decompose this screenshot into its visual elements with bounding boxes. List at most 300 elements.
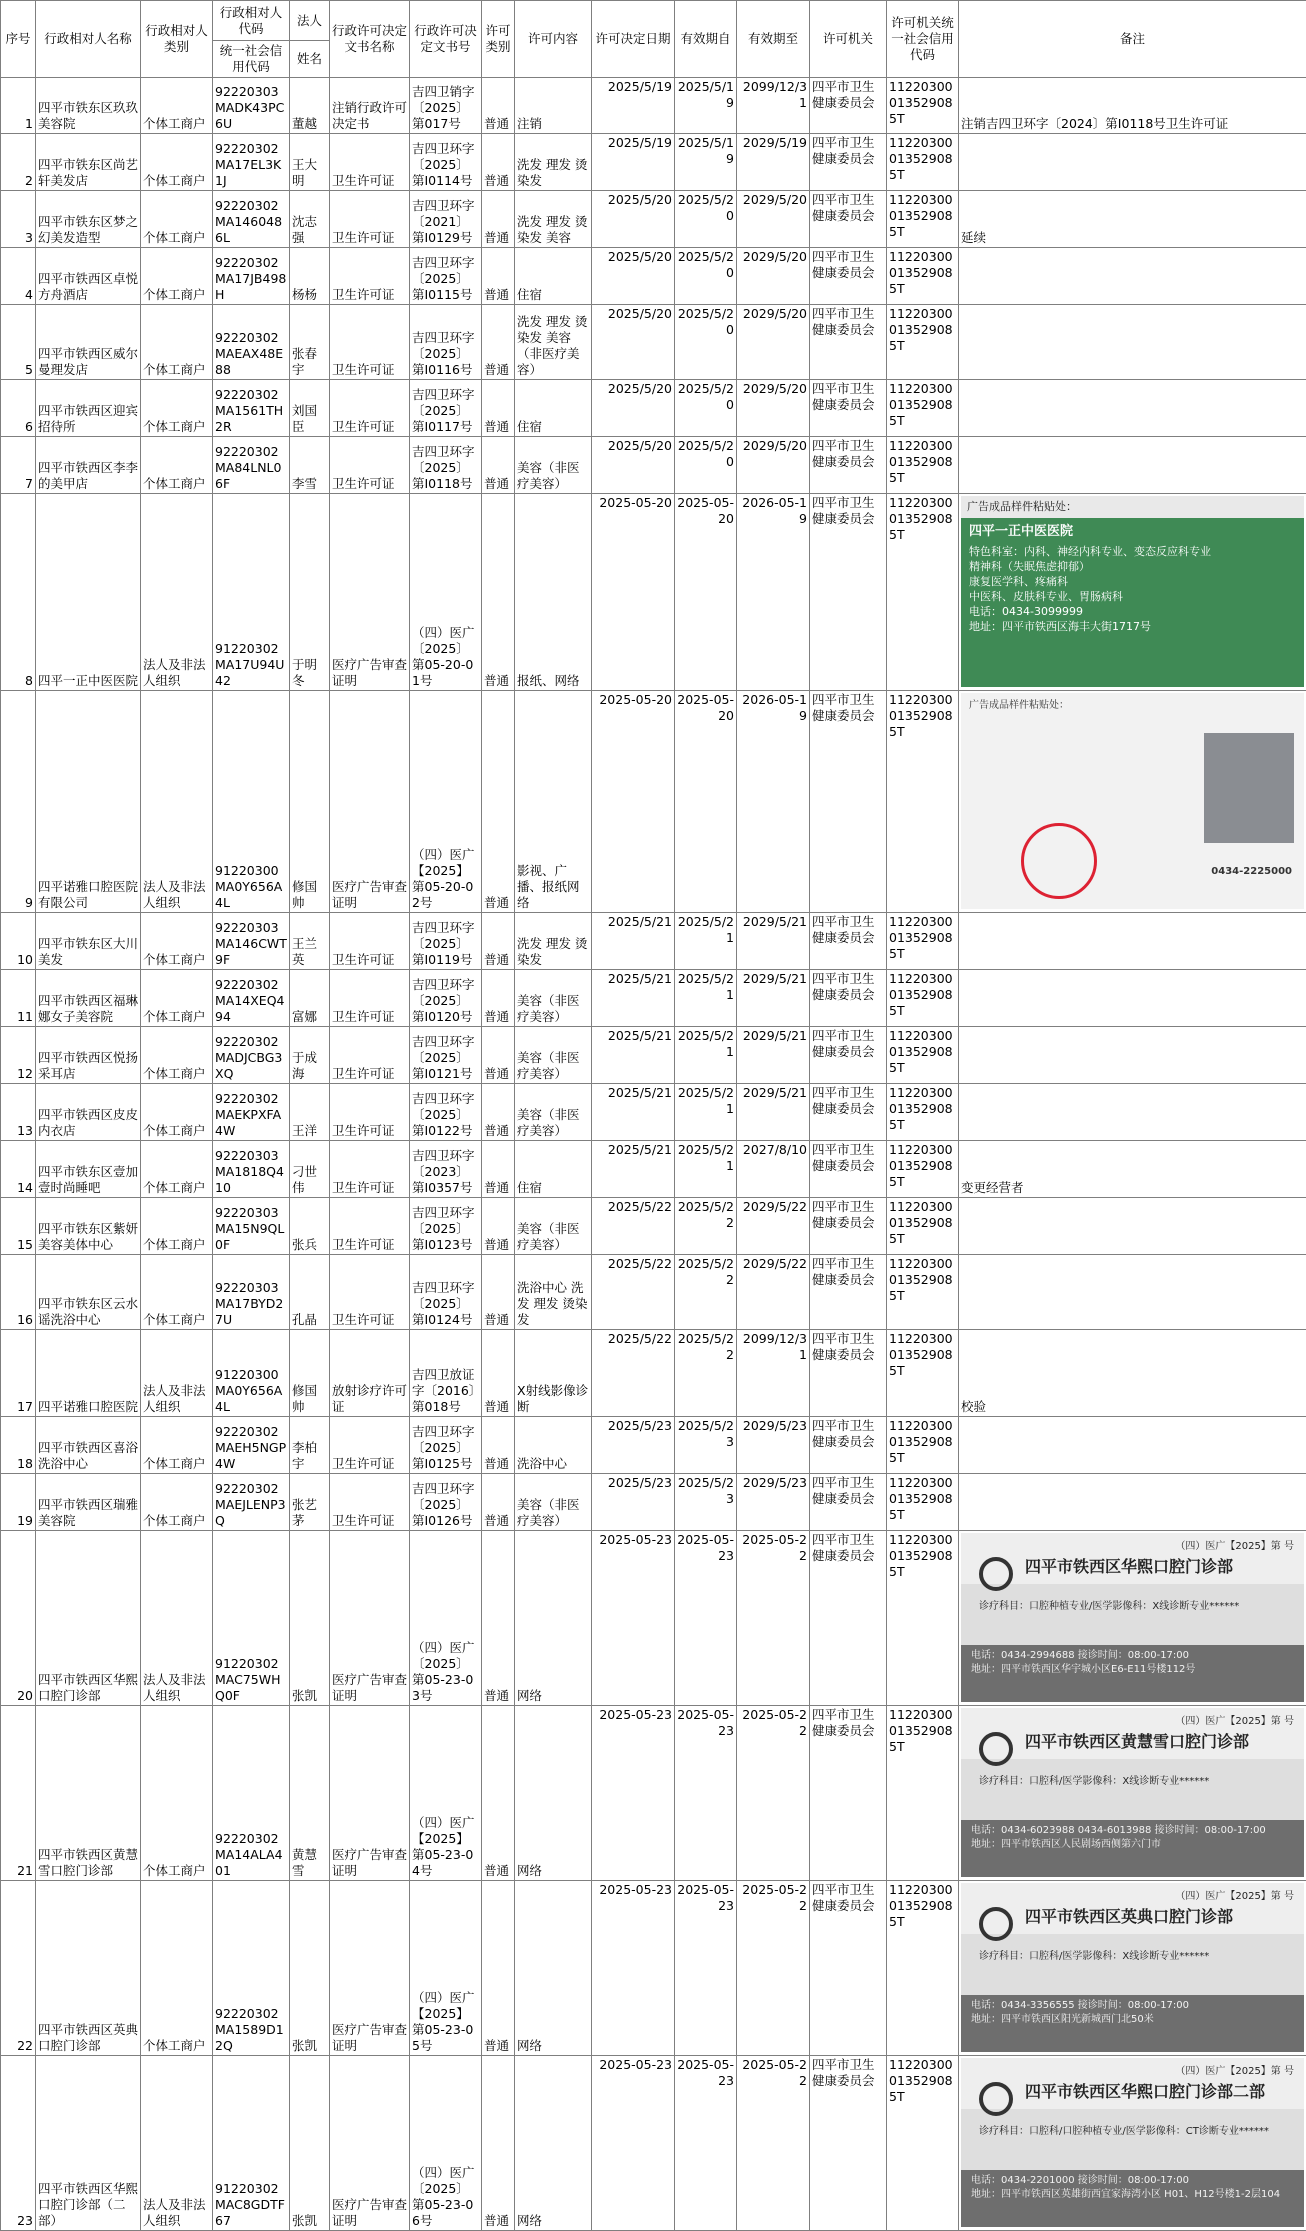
cell-decision-date: 2025/5/23 bbox=[592, 1417, 675, 1474]
cell-legal: 张兵 bbox=[290, 1198, 330, 1255]
cell-decision-date: 2025/5/20 bbox=[592, 191, 675, 248]
table-row bbox=[1, 248, 1306, 305]
cell-remark bbox=[959, 1198, 1306, 1255]
cell-code: 92220302MA1589D12Q bbox=[213, 1881, 290, 2056]
cell-category: 个体工商户 bbox=[141, 1881, 213, 2056]
cell-authority: 四平市卫生健康委员会 bbox=[810, 1255, 887, 1330]
cell-permit-type: 普通 bbox=[482, 78, 515, 134]
cell-seq: 2 bbox=[1, 134, 36, 191]
cell-name: 四平市铁东区梦之幻美发造型 bbox=[36, 191, 141, 248]
ad-sample-address: 地址：四平市铁西区人民剧场西侧第六门市 bbox=[971, 1838, 1294, 1852]
cell-doc-name: 卫生许可证 bbox=[330, 1255, 410, 1330]
cell-authority-code: 11220300013529085T bbox=[887, 1706, 959, 1881]
cell-remark bbox=[959, 691, 1306, 913]
cell-content: 报纸、网络 bbox=[515, 494, 592, 691]
cell-decision-date: 2025/5/21 bbox=[592, 1141, 675, 1198]
cell-valid-from: 2025/5/21 bbox=[675, 1027, 737, 1084]
cell-category: 个体工商户 bbox=[141, 248, 213, 305]
cell-doc-no: （四）医广【2025】第05-23-05号 bbox=[410, 1881, 482, 2056]
cell-permit-type: 普通 bbox=[482, 248, 515, 305]
cell-valid-to: 2029/5/23 bbox=[737, 1474, 810, 1531]
cell-content: 洗发 理发 烫染发 美容（非医疗美容） bbox=[515, 305, 592, 380]
cell-content: 美容（非医疗美容） bbox=[515, 437, 592, 494]
cell-doc-name: 卫生许可证 bbox=[330, 1027, 410, 1084]
table-row bbox=[1, 1255, 1306, 1330]
cell-authority-code: 11220300013529085T bbox=[887, 1027, 959, 1084]
cell-valid-to: 2026-05-19 bbox=[737, 691, 810, 913]
cell-permit-type: 普通 bbox=[482, 1027, 515, 1084]
cell-remark bbox=[959, 2056, 1306, 2231]
cell-decision-date: 2025/5/20 bbox=[592, 380, 675, 437]
ad-sample-title: 四平一正中医医院 bbox=[969, 524, 1296, 540]
header-content: 许可内容 bbox=[515, 1, 592, 78]
cell-content: 洗发 理发 烫染发 bbox=[515, 134, 592, 191]
cell-content: 网络 bbox=[515, 2056, 592, 2231]
cell-doc-no: 吉四卫环字〔2025〕第I0116号 bbox=[410, 305, 482, 380]
cell-doc-no: 吉四卫销字〔2025〕第017号 bbox=[410, 78, 482, 134]
cell-valid-from: 2025/5/21 bbox=[675, 1141, 737, 1198]
cell-legal: 张艺茅 bbox=[290, 1474, 330, 1531]
cell-doc-no: 吉四卫环字〔2025〕第I0115号 bbox=[410, 248, 482, 305]
table-row bbox=[1, 1417, 1306, 1474]
cell-doc-name: 卫生许可证 bbox=[330, 970, 410, 1027]
cell-name: 四平市铁西区福琳娜女子美容院 bbox=[36, 970, 141, 1027]
cell-name: 四平市铁西区迎宾招待所 bbox=[36, 380, 141, 437]
cell-legal: 张凯 bbox=[290, 2056, 330, 2231]
cell-seq: 19 bbox=[1, 1474, 36, 1531]
cell-remark bbox=[959, 970, 1306, 1027]
cell-category: 法人及非法人组织 bbox=[141, 1531, 213, 1706]
ad-sample-phone: 电话：0434-3099999 bbox=[969, 604, 1296, 619]
ad-sample-code: （四）医广【2025】第 号 bbox=[1175, 1714, 1294, 1730]
cell-valid-from: 2025/5/22 bbox=[675, 1330, 737, 1417]
cell-valid-from: 2025-05-20 bbox=[675, 691, 737, 913]
cell-authority-code: 11220300013529085T bbox=[887, 1255, 959, 1330]
cell-authority: 四平市卫生健康委员会 bbox=[810, 1706, 887, 1881]
cell-name: 四平市铁东区大川美发 bbox=[36, 913, 141, 970]
header-doc-name: 行政许可决定文书名称 bbox=[330, 1, 410, 78]
cell-valid-from: 2025/5/23 bbox=[675, 1474, 737, 1531]
cell-remark bbox=[959, 1706, 1306, 1881]
cell-valid-from: 2025/5/20 bbox=[675, 380, 737, 437]
cell-legal: 李雪 bbox=[290, 437, 330, 494]
cell-doc-no: 吉四卫环字〔2025〕第I0117号 bbox=[410, 380, 482, 437]
cell-remark bbox=[959, 1417, 1306, 1474]
cell-seq: 4 bbox=[1, 248, 36, 305]
cell-code: 91220302MA17U94U42 bbox=[213, 494, 290, 691]
cell-seq: 22 bbox=[1, 1881, 36, 2056]
table-row bbox=[1, 1084, 1306, 1141]
ad-sample-head: 广告成品样件粘贴处： bbox=[961, 496, 1304, 518]
ad-sample-line: 康复医学科、疼痛科 bbox=[969, 574, 1296, 589]
ad-sample-code: （四）医广【2025】第 号 bbox=[1175, 1539, 1294, 1555]
cell-doc-name: 医疗广告审查证明 bbox=[330, 494, 410, 691]
cell-category: 个体工商户 bbox=[141, 1706, 213, 1881]
cell-legal: 于成海 bbox=[290, 1027, 330, 1084]
cell-authority-code: 11220300013529085T bbox=[887, 437, 959, 494]
cell-doc-no: （四）医广【2025】第05-20-02号 bbox=[410, 691, 482, 913]
cell-legal: 于明冬 bbox=[290, 494, 330, 691]
cell-doc-no: 吉四卫环字〔2025〕第I0120号 bbox=[410, 970, 482, 1027]
cell-decision-date: 2025-05-23 bbox=[592, 1881, 675, 2056]
cell-authority-code: 11220300013529085T bbox=[887, 380, 959, 437]
cell-valid-from: 2025/5/20 bbox=[675, 305, 737, 380]
cell-valid-from: 2025/5/21 bbox=[675, 913, 737, 970]
cell-valid-to: 2029/5/20 bbox=[737, 380, 810, 437]
cell-code: 92220302MA14ALA401 bbox=[213, 1706, 290, 1881]
cell-authority: 四平市卫生健康委员会 bbox=[810, 970, 887, 1027]
cell-decision-date: 2025/5/21 bbox=[592, 1027, 675, 1084]
table-row bbox=[1, 1881, 1306, 2056]
cell-legal: 沈志强 bbox=[290, 191, 330, 248]
table-row bbox=[1, 191, 1306, 248]
cell-content: 洗浴中心 洗发 理发 烫染发 bbox=[515, 1255, 592, 1330]
cell-seq: 20 bbox=[1, 1531, 36, 1706]
cell-authority: 四平市卫生健康委员会 bbox=[810, 1084, 887, 1141]
cell-doc-no: 吉四卫环字〔2025〕第I0118号 bbox=[410, 437, 482, 494]
cell-authority: 四平市卫生健康委员会 bbox=[810, 494, 887, 691]
cell-content: 美容（非医疗美容） bbox=[515, 1027, 592, 1084]
cell-doc-name: 卫生许可证 bbox=[330, 134, 410, 191]
cell-decision-date: 2025/5/22 bbox=[592, 1198, 675, 1255]
cell-code: 92220302MA14XEQ494 bbox=[213, 970, 290, 1027]
cell-name: 四平市铁西区李李的美甲店 bbox=[36, 437, 141, 494]
cell-permit-type: 普通 bbox=[482, 1198, 515, 1255]
cell-code: 92220303MA17BYD27U bbox=[213, 1255, 290, 1330]
header-valid-from: 有效期自 bbox=[675, 1, 737, 78]
cell-legal: 黄慧雪 bbox=[290, 1706, 330, 1881]
cell-doc-name: 卫生许可证 bbox=[330, 1141, 410, 1198]
cell-seq: 23 bbox=[1, 2056, 36, 2231]
cell-remark: 校验 bbox=[959, 1330, 1306, 1417]
cell-legal: 富娜 bbox=[290, 970, 330, 1027]
cell-category: 个体工商户 bbox=[141, 1255, 213, 1330]
cell-legal: 张凯 bbox=[290, 1531, 330, 1706]
cell-remark bbox=[959, 380, 1306, 437]
cell-category: 个体工商户 bbox=[141, 1198, 213, 1255]
cell-valid-to: 2029/5/20 bbox=[737, 191, 810, 248]
cell-permit-type: 普通 bbox=[482, 2056, 515, 2231]
cell-code: 91220300MA0Y656A4L bbox=[213, 691, 290, 913]
cell-authority: 四平市卫生健康委员会 bbox=[810, 191, 887, 248]
ad-sample-head: 广告成品样件粘贴处： bbox=[969, 699, 1296, 713]
cell-authority-code: 11220300013529085T bbox=[887, 1881, 959, 2056]
cell-valid-to: 2029/5/19 bbox=[737, 134, 810, 191]
cell-content: 住宿 bbox=[515, 380, 592, 437]
cell-doc-no: 吉四卫环字〔2025〕第I0121号 bbox=[410, 1027, 482, 1084]
cell-valid-from: 2025/5/21 bbox=[675, 1084, 737, 1141]
table-row bbox=[1, 1330, 1306, 1417]
cell-content: 洗发 理发 烫染发 bbox=[515, 913, 592, 970]
cell-seq: 17 bbox=[1, 1330, 36, 1417]
ad-sample-title: 四平市铁西区黄慧雪口腔门诊部 bbox=[1025, 1734, 1249, 1750]
cell-category: 个体工商户 bbox=[141, 380, 213, 437]
ad-sample-seal bbox=[1021, 823, 1097, 899]
cell-seq: 16 bbox=[1, 1255, 36, 1330]
cell-decision-date: 2025/5/19 bbox=[592, 78, 675, 134]
cell-name: 四平诺雅口腔医院有限公司 bbox=[36, 691, 141, 913]
table-row bbox=[1, 1531, 1306, 1706]
cell-category: 法人及非法人组织 bbox=[141, 691, 213, 913]
cell-valid-from: 2025-05-23 bbox=[675, 2056, 737, 2231]
cell-valid-to: 2029/5/22 bbox=[737, 1255, 810, 1330]
cell-remark bbox=[959, 494, 1306, 691]
cell-authority: 四平市卫生健康委员会 bbox=[810, 1330, 887, 1417]
cell-remark bbox=[959, 1027, 1306, 1084]
cell-code: 92220303MA1818Q410 bbox=[213, 1141, 290, 1198]
cell-legal: 孔晶 bbox=[290, 1255, 330, 1330]
cell-decision-date: 2025/5/23 bbox=[592, 1474, 675, 1531]
cell-doc-name: 卫生许可证 bbox=[330, 380, 410, 437]
cell-remark bbox=[959, 913, 1306, 970]
cell-category: 个体工商户 bbox=[141, 1027, 213, 1084]
ad-sample-phone: 电话：0434-2994688 接诊时间：08:00-17:00 bbox=[971, 1649, 1294, 1663]
cell-content: 住宿 bbox=[515, 1141, 592, 1198]
cell-remark bbox=[959, 248, 1306, 305]
cell-doc-name: 卫生许可证 bbox=[330, 1084, 410, 1141]
cell-remark bbox=[959, 1531, 1306, 1706]
cell-authority: 四平市卫生健康委员会 bbox=[810, 913, 887, 970]
ad-sample-image bbox=[961, 1533, 1304, 1702]
cell-name: 四平市铁西区悦扬采耳店 bbox=[36, 1027, 141, 1084]
cell-authority-code: 11220300013529085T bbox=[887, 305, 959, 380]
cell-name: 四平市铁东区紫妍美容美体中心 bbox=[36, 1198, 141, 1255]
cell-authority: 四平市卫生健康委员会 bbox=[810, 134, 887, 191]
cell-doc-name: 注销行政许可决定书 bbox=[330, 78, 410, 134]
cell-authority: 四平市卫生健康委员会 bbox=[810, 1198, 887, 1255]
cell-name: 四平市铁东区尚艺轩美发店 bbox=[36, 134, 141, 191]
cell-legal: 杨杨 bbox=[290, 248, 330, 305]
cell-remark bbox=[959, 1474, 1306, 1531]
cell-code: 92220302MA17EL3K1J bbox=[213, 134, 290, 191]
table-body bbox=[1, 78, 1306, 2231]
cell-doc-name: 卫生许可证 bbox=[330, 305, 410, 380]
cell-authority-code: 11220300013529085T bbox=[887, 1141, 959, 1198]
cell-authority: 四平市卫生健康委员会 bbox=[810, 1474, 887, 1531]
cell-doc-no: （四）医广〔2025〕第05-23-06号 bbox=[410, 2056, 482, 2231]
cell-code: 92220302MADJCBG3XQ bbox=[213, 1027, 290, 1084]
header-category: 行政相对人类别 bbox=[141, 1, 213, 78]
cell-content: 注销 bbox=[515, 78, 592, 134]
cell-decision-date: 2025-05-23 bbox=[592, 2056, 675, 2231]
cell-permit-type: 普通 bbox=[482, 134, 515, 191]
cell-code: 92220302MAEAX48E88 bbox=[213, 305, 290, 380]
cell-remark bbox=[959, 1084, 1306, 1141]
cell-doc-name: 医疗广告审查证明 bbox=[330, 691, 410, 913]
ad-sample-phone: 电话：0434-6023988 0434-6013988 接诊时间：08:00-17:00 bbox=[971, 1824, 1294, 1838]
cell-legal: 王大明 bbox=[290, 134, 330, 191]
cell-authority-code: 11220300013529085T bbox=[887, 1198, 959, 1255]
cell-seq: 8 bbox=[1, 494, 36, 691]
cell-name: 四平市铁东区壹加壹时尚睡吧 bbox=[36, 1141, 141, 1198]
cell-authority-code: 11220300013529085T bbox=[887, 78, 959, 134]
cell-name: 四平市铁东区玖玖美容院 bbox=[36, 78, 141, 134]
ad-sample-image bbox=[961, 1883, 1304, 2052]
cell-authority-code: 11220300013529085T bbox=[887, 2056, 959, 2231]
cell-seq: 15 bbox=[1, 1198, 36, 1255]
cell-authority: 四平市卫生健康委员会 bbox=[810, 1027, 887, 1084]
tooth-logo-icon bbox=[979, 2082, 1013, 2116]
ad-sample-image bbox=[961, 1708, 1304, 1877]
cell-content: 影视、广播、报纸网络 bbox=[515, 691, 592, 913]
ad-sample-photo bbox=[1204, 733, 1294, 843]
header-decision-date: 许可决定日期 bbox=[592, 1, 675, 78]
cell-authority: 四平市卫生健康委员会 bbox=[810, 1141, 887, 1198]
ad-sample-phone: 电话：0434-3356555 接诊时间：08:00-17:00 bbox=[971, 1999, 1294, 2013]
table-row bbox=[1, 305, 1306, 380]
cell-category: 个体工商户 bbox=[141, 305, 213, 380]
cell-legal: 李柏宇 bbox=[290, 1417, 330, 1474]
cell-doc-no: 吉四卫环字〔2025〕第I0119号 bbox=[410, 913, 482, 970]
ad-sample-image bbox=[961, 693, 1304, 909]
table-row bbox=[1, 1198, 1306, 1255]
cell-remark bbox=[959, 305, 1306, 380]
cell-valid-to: 2029/5/21 bbox=[737, 913, 810, 970]
cell-decision-date: 2025/5/21 bbox=[592, 913, 675, 970]
ad-sample-image bbox=[961, 496, 1304, 687]
cell-authority-code: 11220300013529085T bbox=[887, 1084, 959, 1141]
cell-decision-date: 2025-05-20 bbox=[592, 691, 675, 913]
cell-seq: 3 bbox=[1, 191, 36, 248]
table-row bbox=[1, 1706, 1306, 1881]
ad-sample-line: 中医科、皮肤科专业、胃肠病科 bbox=[969, 589, 1296, 604]
cell-category: 法人及非法人组织 bbox=[141, 494, 213, 691]
cell-valid-to: 2029/5/20 bbox=[737, 305, 810, 380]
cell-permit-type: 普通 bbox=[482, 913, 515, 970]
cell-permit-type: 普通 bbox=[482, 691, 515, 913]
table-row bbox=[1, 691, 1306, 913]
cell-valid-to: 2029/5/21 bbox=[737, 1027, 810, 1084]
cell-code: 91220300MA0Y656A4L bbox=[213, 1330, 290, 1417]
cell-category: 个体工商户 bbox=[141, 1474, 213, 1531]
tooth-logo-icon bbox=[979, 1732, 1013, 1766]
cell-category: 个体工商户 bbox=[141, 134, 213, 191]
cell-decision-date: 2025/5/21 bbox=[592, 970, 675, 1027]
cell-seq: 10 bbox=[1, 913, 36, 970]
cell-name: 四平市铁西区卓悦方舟酒店 bbox=[36, 248, 141, 305]
cell-name: 四平市铁西区喜浴洗浴中心 bbox=[36, 1417, 141, 1474]
cell-valid-to: 2025-05-22 bbox=[737, 1881, 810, 2056]
cell-code: 92220302MA17JB498H bbox=[213, 248, 290, 305]
cell-content: 美容（非医疗美容） bbox=[515, 970, 592, 1027]
ad-sample-address: 地址：四平市铁西区阳光新城西门北50米 bbox=[971, 2013, 1294, 2027]
cell-doc-name: 放射诊疗许可证 bbox=[330, 1330, 410, 1417]
cell-permit-type: 普通 bbox=[482, 1255, 515, 1330]
tooth-logo-icon bbox=[979, 1557, 1013, 1591]
cell-doc-name: 卫生许可证 bbox=[330, 191, 410, 248]
cell-doc-no: 吉四卫环字〔2025〕第I0114号 bbox=[410, 134, 482, 191]
cell-code: 92220302MA84LNL06F bbox=[213, 437, 290, 494]
ad-sample-contact bbox=[961, 1645, 1304, 1702]
cell-remark: 变更经营者 bbox=[959, 1141, 1306, 1198]
cell-authority: 四平市卫生健康委员会 bbox=[810, 305, 887, 380]
cell-name: 四平市铁西区英典口腔门诊部 bbox=[36, 1881, 141, 2056]
cell-valid-to: 2029/5/20 bbox=[737, 248, 810, 305]
cell-content: 网络 bbox=[515, 1531, 592, 1706]
cell-seq: 9 bbox=[1, 691, 36, 913]
ad-sample-dept: 特色科室：内科、神经内科专业、变态反应科专业 bbox=[969, 544, 1296, 559]
header-permit-type: 许可类别 bbox=[482, 1, 515, 78]
tooth-logo-icon bbox=[979, 1907, 1013, 1941]
cell-remark: 注销吉四卫环字〔2024〕第I0118号卫生许可证 bbox=[959, 78, 1306, 134]
cell-authority: 四平市卫生健康委员会 bbox=[810, 1531, 887, 1706]
cell-category: 个体工商户 bbox=[141, 1084, 213, 1141]
table-row bbox=[1, 913, 1306, 970]
cell-content: 洗发 理发 烫染发 美容 bbox=[515, 191, 592, 248]
table-row bbox=[1, 1027, 1306, 1084]
cell-content: X射线影像诊断 bbox=[515, 1330, 592, 1417]
cell-valid-from: 2025-05-23 bbox=[675, 1706, 737, 1881]
ad-sample-scope: 诊疗科目：口腔科/医学影像科：X线诊断专业****** bbox=[979, 1774, 1209, 1790]
table-row bbox=[1, 437, 1306, 494]
cell-authority-code: 11220300013529085T bbox=[887, 134, 959, 191]
cell-doc-no: （四）医广〔2025〕第05-23-03号 bbox=[410, 1531, 482, 1706]
cell-remark bbox=[959, 437, 1306, 494]
cell-doc-no: 吉四卫环字〔2025〕第I0125号 bbox=[410, 1417, 482, 1474]
cell-category: 个体工商户 bbox=[141, 913, 213, 970]
cell-permit-type: 普通 bbox=[482, 380, 515, 437]
ad-sample-contact bbox=[961, 1995, 1304, 2052]
cell-permit-type: 普通 bbox=[482, 970, 515, 1027]
table-row bbox=[1, 494, 1306, 691]
cell-authority: 四平市卫生健康委员会 bbox=[810, 437, 887, 494]
table-row bbox=[1, 380, 1306, 437]
cell-authority: 四平市卫生健康委员会 bbox=[810, 78, 887, 134]
cell-valid-from: 2025/5/19 bbox=[675, 78, 737, 134]
cell-seq: 1 bbox=[1, 78, 36, 134]
cell-legal: 刘国臣 bbox=[290, 380, 330, 437]
ad-sample-code: （四）医广【2025】第 号 bbox=[1175, 1889, 1294, 1905]
cell-content: 网络 bbox=[515, 1881, 592, 2056]
cell-decision-date: 2025/5/20 bbox=[592, 305, 675, 380]
cell-name: 四平市铁西区华熙口腔门诊部（二部） bbox=[36, 2056, 141, 2231]
cell-code: 92220303MADK43PC6U bbox=[213, 78, 290, 134]
cell-valid-from: 2025-05-20 bbox=[675, 494, 737, 691]
header-authority: 许可机关 bbox=[810, 1, 887, 78]
cell-valid-to: 2029/5/21 bbox=[737, 970, 810, 1027]
cell-authority-code: 11220300013529085T bbox=[887, 1417, 959, 1474]
cell-decision-date: 2025-05-20 bbox=[592, 494, 675, 691]
cell-content: 美容（非医疗美容） bbox=[515, 1198, 592, 1255]
cell-category: 个体工商户 bbox=[141, 437, 213, 494]
cell-name: 四平一正中医医院 bbox=[36, 494, 141, 691]
cell-content: 洗浴中心 bbox=[515, 1417, 592, 1474]
cell-valid-to: 2029/5/23 bbox=[737, 1417, 810, 1474]
cell-valid-from: 2025/5/21 bbox=[675, 970, 737, 1027]
cell-authority-code: 11220300013529085T bbox=[887, 494, 959, 691]
cell-valid-to: 2029/5/21 bbox=[737, 1084, 810, 1141]
cell-legal: 张凯 bbox=[290, 1881, 330, 2056]
header-seq: 序号 bbox=[1, 1, 36, 78]
cell-doc-no: （四）医广【2025】第05-23-04号 bbox=[410, 1706, 482, 1881]
cell-category: 法人及非法人组织 bbox=[141, 1330, 213, 1417]
cell-valid-to: 2099/12/31 bbox=[737, 78, 810, 134]
cell-remark bbox=[959, 134, 1306, 191]
header-legal: 法人 bbox=[290, 1, 330, 41]
cell-seq: 14 bbox=[1, 1141, 36, 1198]
cell-permit-type: 普通 bbox=[482, 1706, 515, 1881]
cell-seq: 7 bbox=[1, 437, 36, 494]
ad-sample-contact bbox=[961, 2170, 1304, 2227]
cell-doc-no: 吉四卫环字〔2025〕第I0123号 bbox=[410, 1198, 482, 1255]
cell-valid-from: 2025/5/22 bbox=[675, 1255, 737, 1330]
ad-sample-scope: 诊疗科目：口腔种植专业/医学影像科：X线诊断专业****** bbox=[979, 1599, 1239, 1615]
cell-permit-type: 普通 bbox=[482, 1330, 515, 1417]
cell-content: 网络 bbox=[515, 1706, 592, 1881]
cell-decision-date: 2025/5/19 bbox=[592, 134, 675, 191]
cell-legal: 董越 bbox=[290, 78, 330, 134]
cell-remark bbox=[959, 1881, 1306, 2056]
